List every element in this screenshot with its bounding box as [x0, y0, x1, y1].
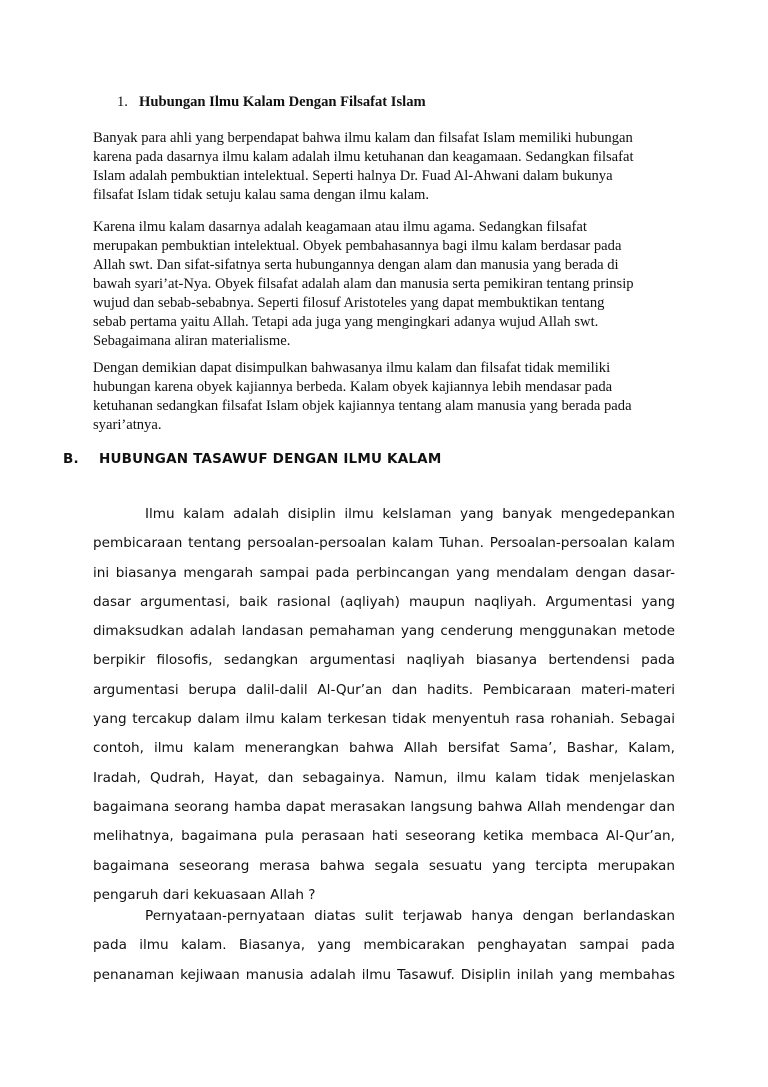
text-line: Sebagaimana aliran materialisme. — [93, 333, 291, 349]
text-line: ini biasanya mengarah sampai pada perbincangan yang mendalam dengan dasar- — [93, 564, 675, 581]
text-line: pada ilmu kalam. Biasanya, yang membicarakan penghayatan sampai pada — [93, 937, 675, 954]
text-line: Banyak para ahli yang berpendapat bahwa ilmu kalam dan filsafat Islam memiliki hubungan — [93, 130, 633, 146]
text-line: merupakan pembuktian intelektual. Obyek pembahasannya bagi ilmu kalam berdasar pada — [93, 238, 622, 254]
paragraph-sans-2 — [93, 906, 675, 994]
text-line: wujud dan sebab-sebabnya. Seperti filosuf Aristoteles yang dapat membuktikan tentang — [93, 295, 605, 311]
text-line: penanaman kejiwaan manusia adalah ilmu Tasawuf. Disiplin inilah yang membahas — [93, 966, 675, 983]
paragraph-serif-2 — [93, 218, 685, 351]
text-line: melihatnya, bagaimana pula perasaan hati seseorang ketika membaca Al-Qur’an, — [93, 828, 675, 845]
text-line: dasar argumentasi, baik rasional (aqliyah) maupun naqliyah. Argumentasi yang — [93, 593, 675, 610]
section-letter: B. — [63, 451, 79, 467]
text-line: Dengan demikian dapat disimpulkan bahwasanya ilmu kalam dan filsafat tidak memiliki — [93, 360, 611, 376]
text-line: filsafat Islam tidak setuju kalau sama dengan ilmu kalam. — [93, 187, 429, 203]
text-line: yang tercakup dalam ilmu kalam terkesan tidak menyentuh rasa rohaniah. Sebagai — [93, 711, 675, 728]
text-line: pembicaraan tentang persoalan-persoalan kalam Tuhan. Persoalan-persoalan kalam — [93, 535, 675, 552]
text-line: Iradah, Qudrah, Hayat, dan sebagainya. Namun, ilmu kalam tidak menjelaskan — [93, 769, 675, 786]
text-line: syari’atnya. — [93, 417, 162, 433]
text-line: dimaksudkan adalah landasan pemahaman yang cenderung menggunakan metode — [93, 623, 675, 640]
text-line: ketuhanan sedangkan filsafat Islam objek kajiannya tentang alam manusia yang berada pada — [93, 398, 632, 414]
text-line: Islam adalah pembuktian intelektual. Seperti halnya Dr. Fuad Al-Ahwani dalam bukunya — [93, 168, 613, 184]
text-line: karena pada dasarnya ilmu kalam adalah ilmu ketuhanan dan keagamaan. Sedangkan filsafat — [93, 149, 634, 165]
section-title: HUBUNGAN TASAWUF DENGAN ILMU KALAM — [99, 451, 442, 467]
text-line: Allah swt. Dan sifat-sifatnya serta hubungannya dengan alam dan manusia yang berada di — [93, 257, 619, 273]
text-line: sebab pertama yaitu Allah. Tetapi ada juga yang mengingkari adanya wujud Allah swt. — [93, 314, 599, 330]
text-line: bawah syari’at-Nya. Obyek filsafat adalah alam dan manusia serta pemikiran tentang prinsip — [93, 276, 634, 292]
text-line: bagaimana seorang hamba dapat merasakan langsung bahwa Allah mendengar dan — [93, 798, 675, 815]
text-line: Karena ilmu kalam dasarnya adalah keagamaan atau ilmu agama. Sedangkan filsafat — [93, 219, 587, 235]
text-line: hubungan karena obyek kajiannya berbeda. Kalam obyek kajiannya lebih mendasar pada — [93, 379, 613, 395]
text-line: contoh, ilmu kalam menerangkan bahwa Allah bersifat Sama’, Bashar, Kalam, — [93, 740, 675, 757]
subsection-title: Hubungan Ilmu Kalam Dengan Filsafat Islam — [139, 94, 426, 110]
text-line: berpikir filosofis, sedangkan argumentasi naqliyah biasanya bertendensi pada — [93, 652, 675, 669]
section-heading — [63, 451, 441, 467]
text-line: Pernyataan-pernyataan diatas sulit terjawab hanya dengan berlandaskan — [145, 908, 675, 924]
subsection-heading — [117, 93, 426, 112]
paragraph-serif-3 — [93, 359, 685, 435]
paragraph-sans-1 — [93, 504, 675, 914]
subsection-number: 1. — [117, 94, 128, 110]
text-line: argumentasi berupa dalil-dalil Al-Qur’an dan hadits. Pembicaraan materi-materi — [93, 681, 675, 698]
text-line: pengaruh dari kekuasaan Allah ? — [93, 886, 316, 903]
paragraph-serif-1 — [93, 129, 685, 205]
text-line: Ilmu kalam adalah disiplin ilmu keIslaman yang banyak mengedepankan — [145, 506, 675, 522]
text-line: bagaimana seseorang merasa bahwa segala sesuatu yang tercipta merupakan — [93, 857, 675, 874]
